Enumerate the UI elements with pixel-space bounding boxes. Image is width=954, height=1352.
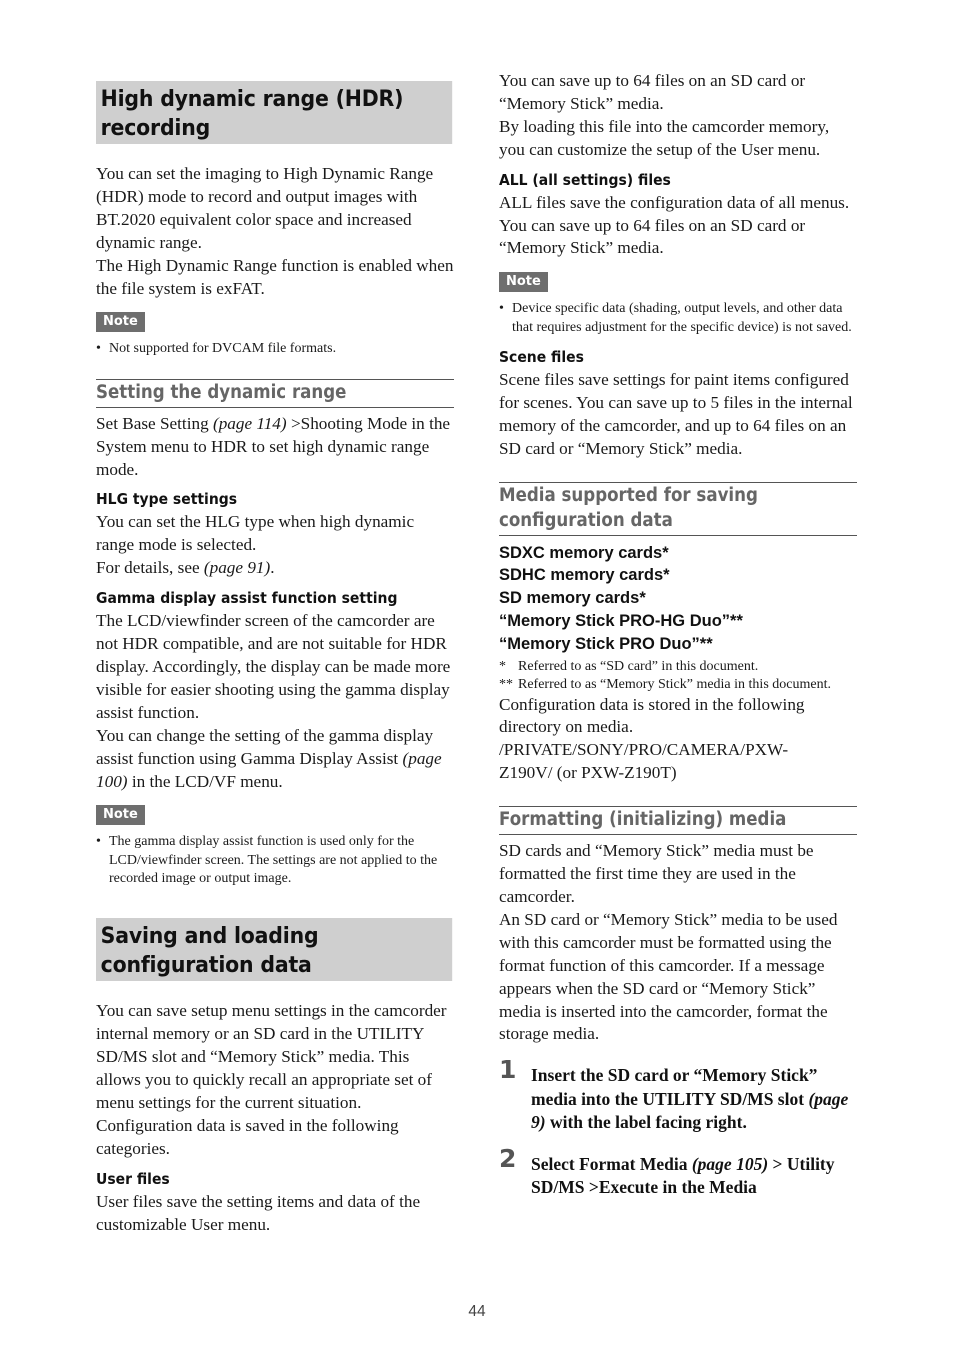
dynamic-range-paragraph: Set Base Setting (page 114) >Shooting Mode in the System menu to HDR to set high dynamic range mode. <box>96 413 451 479</box>
page-reference: (page 105) <box>691 1153 769 1174</box>
media-paragraph-1: Configuration data is stored in the following directory on media. <box>499 694 805 737</box>
format-paragraph-2: An SD card or “Memory Stick” media to be used with this camcorder must be formatted using the format function of this camcorder. If a message appears when the SD card or “Memory Stick” media is inserted into the camcorder, format the storage media. <box>499 909 838 1044</box>
list-item: “Memory Stick PRO Duo”** <box>499 634 713 653</box>
note-bullet: • The gamma display assist function is used only for the LCD/viewfinder screen. The settings are not applied to the recorded image or output image. <box>96 833 454 888</box>
media-directory-path: /PRIVATE/SONY/PRO/CAMERA/PXW-Z190V/ (or PXW-Z190T) <box>499 740 789 783</box>
format-paragraph-1: SD cards and “Memory Stick” media must be formatted the first time they are used in the camcorder. <box>499 841 814 906</box>
list-item: SDXC memory cards* <box>499 543 669 562</box>
note-bullet: • Device specific data (shading, output levels, and other data that requires adjustment for the specific device) is not saved. <box>499 300 857 337</box>
left-column <box>96 70 454 1236</box>
all-files-paragraph: ALL files save the configuration data of all menus. You can save up to 64 files on an SD card or “Memory Stick” media. <box>499 192 850 258</box>
step-1: 1 Insert the SD card or “Memory Stick” media into the UTILITY SD/MS slot (page 9) with the label facing right. <box>499 1055 849 1133</box>
page-reference: (page 91) <box>203 558 271 578</box>
section-heading-saving: Saving and loading configuration data <box>96 918 452 981</box>
scene-files-paragraph: Scene files save settings for paint items configured for scenes. You can save up to 5 files in the internal memory of the camcorder, and up to 64 files on an SD card or “Memory Stick” media. <box>499 369 853 458</box>
note-label: Note <box>96 805 145 825</box>
page-reference: (page 100) <box>96 748 442 791</box>
hdr-paragraph-2: The High Dynamic Range function is enabled when the file system is exFAT. <box>96 255 454 298</box>
saving-paragraph-2: Configuration data is saved in the following categories. <box>96 1115 399 1158</box>
list-item: SDHC memory cards* <box>499 566 670 585</box>
subheading-media-supported: Media supported for saving configuration data <box>499 482 857 536</box>
step-number: 2 <box>499 1143 517 1173</box>
note-label: Note <box>499 272 548 292</box>
hdr-paragraph-1: You can set the imaging to High Dynamic Range (HDR) mode to record and output images with BT.2020 equivalent color space and increased dynamic range. <box>96 164 434 252</box>
user-files-cont-paragraph-1: You can save up to 64 files on an SD card or “Memory Stick” media. <box>499 71 806 113</box>
section-heading-hdr: High dynamic range (HDR) recording <box>96 81 452 144</box>
page-reference: (page 9) <box>531 1088 849 1133</box>
subheading-dynamic-range: Setting the dynamic range <box>96 379 454 408</box>
hlg-paragraph-2: For details, see (page 91). <box>96 558 275 578</box>
subheading-all-files: ALL (all settings) files <box>499 170 671 189</box>
user-files-paragraph: User files save the setting items and data of the customizable User menu. <box>96 1191 421 1234</box>
note-bullet: • Not supported for DVCAM file formats. <box>96 340 454 358</box>
saving-paragraph-1: You can save setup menu settings in the camcorder internal memory or an SD card in the UTILITY SD/MS slot and “Memory Stick” media. This allows you to quickly recall an appropriate set of menu settings for the current situation. <box>96 1001 447 1112</box>
hlg-paragraph-1: You can set the HLG type when high dynamic range mode is selected. <box>96 512 415 555</box>
step-number: 1 <box>499 1055 517 1085</box>
subheading-scene-files: Scene files <box>499 347 584 366</box>
list-item: SD memory cards* <box>499 589 646 608</box>
footnote: * Referred to as “SD card” in this document. <box>499 658 759 674</box>
subheading-gamma: Gamma display assist function setting <box>96 589 398 608</box>
right-column <box>499 70 857 1200</box>
list-item: “Memory Stick PRO-HG Duo”** <box>499 611 743 630</box>
media-list <box>499 542 857 656</box>
footnote: ** Referred to as “Memory Stick” media in this document. <box>499 676 831 692</box>
gamma-paragraph-1: The LCD/viewfinder screen of the camcorder are not HDR compatible, and are not suitable for HDR display. Accordingly, the display can be made more visible for easier shooting using the gamma display assist function. <box>96 611 451 722</box>
note-label: Note <box>96 312 145 332</box>
page-reference: (page 114) <box>212 413 287 433</box>
subheading-user-files: User files <box>96 1169 170 1188</box>
page-number: 44 <box>468 1303 486 1320</box>
user-files-cont-paragraph-2: By loading this file into the camcorder memory, you can customize the setup of the User menu. <box>499 116 830 159</box>
subheading-formatting: Formatting (initializing) media <box>499 806 857 835</box>
gamma-paragraph-2: You can change the setting of the gamma display assist function using Gamma Display Assist (page 100) in the LCD/VF menu. <box>96 725 442 791</box>
step-2: 2 Select Format Media (page 105) > Utility SD/MS >Execute in the Media <box>499 1143 835 1198</box>
subheading-hlg: HLG type settings <box>96 490 238 509</box>
